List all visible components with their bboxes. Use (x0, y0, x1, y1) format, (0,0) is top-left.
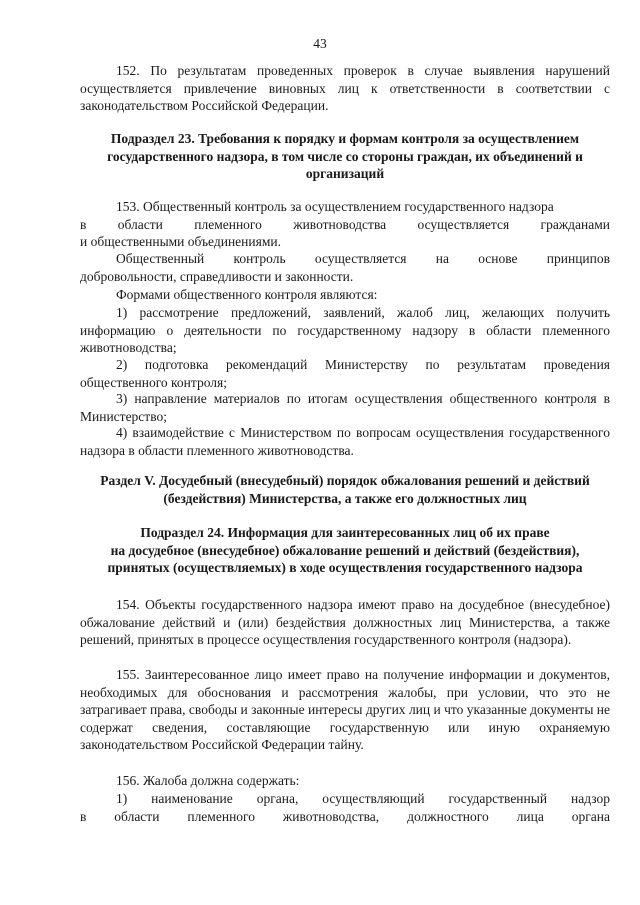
subsection-24-line-3: принятых (осуществляемых) в ходе осуществления государственного надзора (107, 560, 583, 575)
subsection-23-heading: Подраздел 23. Требования к порядку и формам контроля за осуществлением государственного надзора, в том числе со стороны граждан, их объединений и организаций (107, 131, 583, 181)
section-v-heading: Раздел V. Досудебный (внесудебный) порядок обжалования решений и действий (бездействия) Министерства, а также его должностных лиц (100, 473, 590, 506)
subsection-24-heading (80, 524, 610, 577)
paragraph-153-line-2: в области племенного животноводства осуществляется гражданами (80, 216, 610, 232)
principles-line-2: добровольности, справедливости и законности. (80, 268, 354, 284)
principles-line-1: Общественный контроль осуществляется на основе принципов (116, 251, 610, 266)
paragraph-153-line-3: и общественными объединениями. (80, 234, 281, 249)
paragraph-153-forms: Формами общественного контроля являются: (116, 287, 378, 302)
subsection-24-line-1: Подраздел 24. Информация для заинтересованных лиц об их праве (140, 525, 550, 540)
list-item-156-1-line-2: в области племенного животноводства, должностного лица органа (80, 808, 610, 824)
paragraph-156: 156. Жалоба должна содержать: (116, 773, 300, 788)
paragraph-153-principles (80, 250, 610, 285)
list-item-153-3: 3) направление материалов по итогам осуществления общественного контроля в Министерство; (80, 391, 610, 424)
list-item-156-1 (80, 790, 610, 825)
paragraph-153-line-1: 153. Общественный контроль за осуществлением государственного надзора (116, 199, 554, 214)
paragraph-154: 154. Объекты государственного надзора имеют право на досудебное (внесудебное) обжалование действий и (или) бездействия должностных лиц Министерства, а также решений, принятых в процессе осуществления государственного контроля (надзора). (80, 597, 610, 647)
paragraph-152: 152. По результатам проведенных проверок в случае выявления нарушений осуществляется привлечение виновных лиц к ответственности в соответствии с законодательством Российской Федерации. (80, 63, 610, 113)
list-item-153-1: 1) рассмотрение предложений, заявлений, жалоб лиц, желающих получить информацию о деятельности по государственному надзору в области племенного животноводства; (80, 305, 610, 355)
list-item-156-1-line-1: 1) наименование органа, осуществляющий государственный надзор (116, 791, 610, 806)
paragraph-155: 155. Заинтересованное лицо имеет право на получение информации и документов, необходимых для обоснования и рассмотрения жалобы, при условии, что это не затрагивает права, свободы и законные интересы других лиц и что указанные документы не содержат сведения, составляющие государственную или иную охраняемую законодательством Российской Федерации тайну. (80, 667, 610, 752)
list-item-153-4: 4) взаимодействие с Министерством по вопросам осуществления государственного надзора в области племенного животноводства. (80, 425, 610, 458)
subsection-24-line-2: на досудебное (внесудебное) обжалование решений и действий (бездействия), (110, 542, 580, 558)
paragraph-153 (80, 198, 610, 251)
list-item-153-2: 2) подготовка рекомендаций Министерству по результатам проведения общественного контроля; (80, 357, 610, 390)
page-number: 43 (313, 36, 327, 51)
